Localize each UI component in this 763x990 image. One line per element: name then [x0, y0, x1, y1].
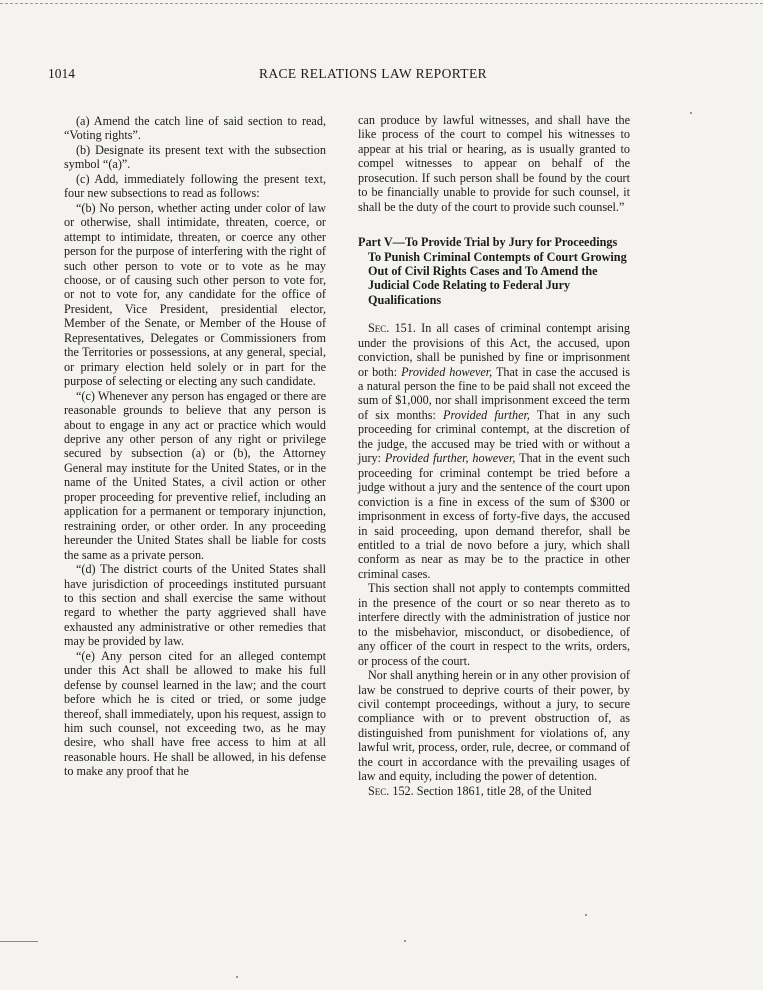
section-151-proviso-3: Provided further, however, — [384, 451, 516, 466]
subsection-e: “(e) Any person cited for an alleged contempt under this Act shall be allowed to make his full defense by counsel learned in the law; and the court before which he is cited or tried, or some judge thereof, shall immediately, upon his request, assign to him such counsel, not exceeding two, as he may desire, who shall have free access to him at all reasonable hours. He shall be allowed, in his defense to make any proof that he — [64, 648, 326, 779]
paragraph-designate-text: (b) Designate its present text with the subsection symbol “(a)”. — [64, 142, 326, 172]
page-number: 1014 — [48, 66, 75, 81]
section-152 — [358, 784, 630, 798]
page-header — [48, 66, 698, 86]
paragraph-contempts-exception: This section shall not apply to contempts committed in the presence of the court or so near thereto as to interfere directly with the administration of justice nor to the misbehavior, misconduct, or disobedience, of any officer of the court in respect to the writs, orders, or process of the court. — [358, 581, 630, 668]
section-152-label: Sec. 152. — [368, 783, 414, 798]
section-152-text: Section 1861, title 28, of the United — [416, 783, 592, 798]
paragraph-civil-contempt: Nor shall anything herein or in any other provision of law be construed to deprive courts of their power, by civil contempt proceedings, without a jury, to secure compliance with or to prevent obstruction of, as distinguished from punishment for violations of, any lawful writ, process, order, rule, decree, or command of the court in accordance with the prevailing usages of law and equity, including the power of detention. — [358, 668, 630, 784]
subsection-c: “(c) Whenever any person has engaged or there are reasonable grounds to believe that any person is about to engage in any act or practice which would deprive any other person of any right or privilege secured by subsection (a) or (b), the Attorney General may institute for the United States, or in the name of the United States, a civil action or other proper proceeding for preventive relief, including an application for a permanent or temporary injunction, restraining order, or other order. In any proceeding hereunder the United States shall be liable for costs the same as a private person. — [64, 388, 326, 562]
section-151-label: Sec. 151. — [368, 321, 416, 336]
bottom-edge-rule — [0, 941, 38, 942]
subsection-d: “(d) The district courts of the United States shall have jurisdiction of proceedings instituted pursuant to this section and shall exercise the same without regard to whether the party aggrieved shall have exhausted any administrative or other remedies that may be provided by law. — [64, 562, 326, 649]
section-151-text-2: That in case the accused is a natural person the fine to be paid shall not exceed the sum of $1,000, nor shall imprisonment exceed the term of six months: — [358, 364, 631, 422]
scan-speck — [236, 976, 238, 978]
scan-speck — [404, 940, 406, 942]
scan-speck — [690, 112, 692, 114]
section-151-text-4: That in the event such proceeding for criminal contempt be tried before a judge without a jury and the sentence of the court upon conviction is a fine in excess of the sum of $300 or imprisonment in excess of forty-five days, the accused in said proceeding, upon demand therefor, shall be entitled to a trial de novo before a jury, which shall conform as near as may be to the practice in other criminal cases. — [358, 451, 630, 581]
paragraph-amend-catch-line: (a) Amend the catch line of said section to read, “Voting rights”. — [64, 114, 326, 143]
section-151-proviso-1: Provided however, — [401, 364, 493, 379]
section-151-text-3: That in any such proceeding for criminal contempt, at the discretion of the judge, the accused may be tried with or without a jury: — [358, 407, 631, 466]
right-column — [358, 113, 630, 798]
scan-speck — [585, 914, 587, 916]
running-title: RACE RELATIONS LAW REPORTER — [258, 66, 488, 81]
left-column — [64, 114, 326, 779]
section-151-text-1: In all cases of criminal contempt arising under the provisions of this Act, the accused, upon conviction, shall be punished by fine or imprisonment or both: — [358, 321, 630, 379]
section-151-proviso-2: Provided further, — [443, 407, 530, 422]
paragraph-add-subsections: (c) Add, immediately following the present text, four new subsections to read as follows: — [64, 171, 326, 201]
section-151 — [358, 321, 630, 581]
part-v-heading: Part V—To Provide Trial by Jury for Proceedings To Punish Criminal Contempts of Court Growing Out of Civil Rights Cases and To Amend the Judicial Code Relating to Federal Jury Qualifications — [358, 235, 627, 307]
subsection-b: “(b) No person, whether acting under color of law or otherwise, shall intimidate, threaten, coerce, or attempt to intimidate, threaten, or coerce any other person for the purpose of interfering with the right of such other person to vote or to vote as he may choose, or of causing such other person to vote for, or not to vote for, any candidate for the office of President, Vice President, presidential elector, Member of the Senate, or Member of the House of Representatives, Delegates or Commissioners from the Territories or possessions, at any general, special, or primary election held solely or in part for the purpose of selecting or electing any such candidate. — [64, 200, 326, 389]
paragraph-continuation: can produce by lawful witnesses, and shall have the like process of the court to compel his witnesses to appear at his trial or hearing, as is usually granted to compel witnesses to appear on behalf of the prosecution. If such person shall be found by the court to be financially unable to provide for such counsel, it shall be the duty of the court to provide such counsel.” — [358, 113, 630, 214]
top-edge-rule — [0, 3, 763, 4]
